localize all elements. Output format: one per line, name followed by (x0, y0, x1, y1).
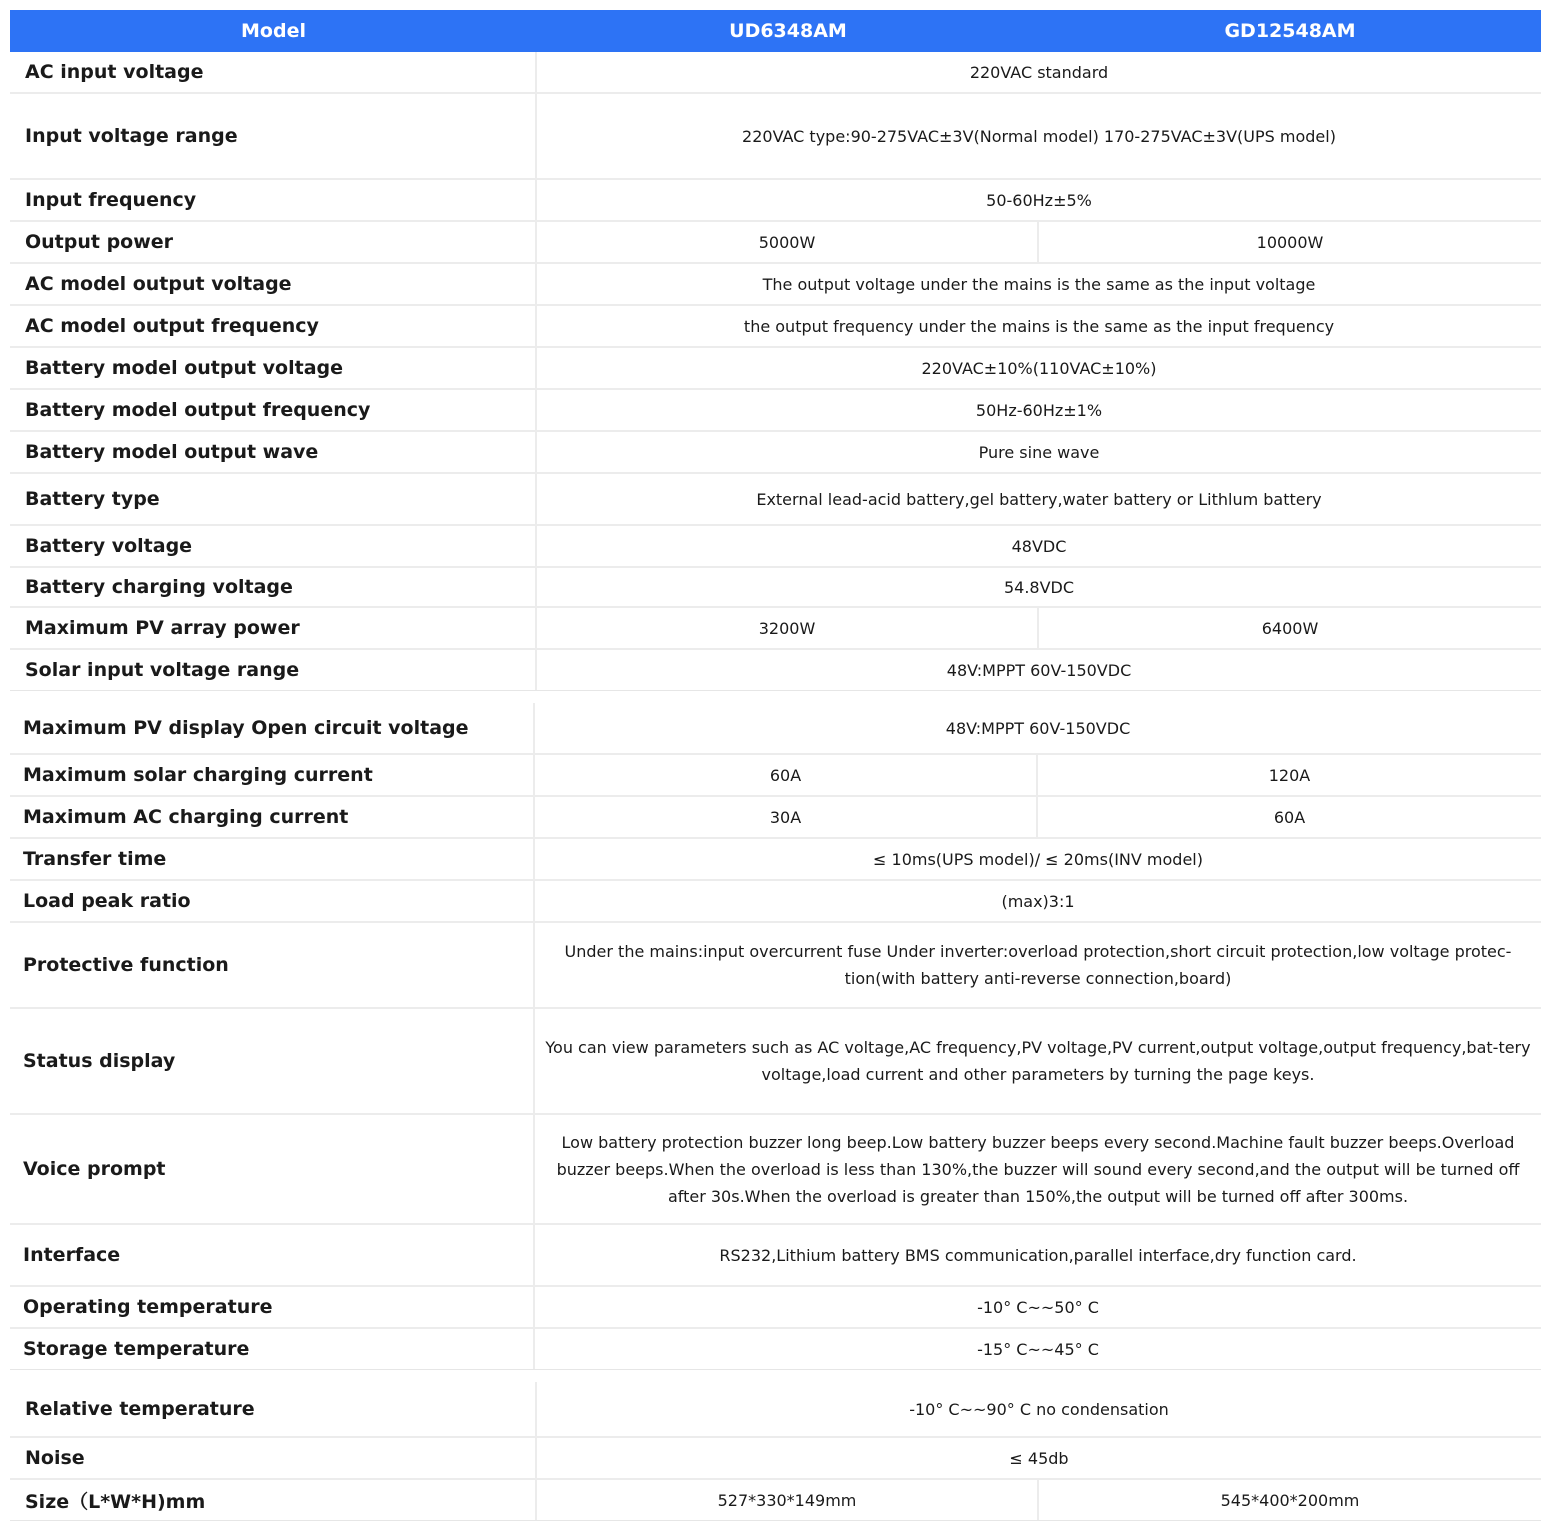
table-row (10, 1382, 1541, 1436)
spec-value-model-b: 6400W (1261, 618, 1319, 638)
header-model-b: GD12548AM (1224, 20, 1356, 42)
spec-label: Battery model output voltage (10, 348, 537, 388)
spec-label: Maximum AC charging current (10, 797, 535, 837)
spec-label: Maximum PV array power (10, 608, 537, 648)
spec-value: 48V:MPPT 60V-150VDC (946, 660, 1132, 680)
split-values (537, 222, 1541, 262)
table-header (10, 10, 1541, 52)
table-row (10, 346, 1541, 388)
spec-value: 220VAC±10%(110VAC±10%) (921, 358, 1157, 378)
spec-label: Battery model output frequency (10, 390, 537, 430)
spec-label: Battery type (10, 474, 537, 524)
spec-label: Interface (10, 1225, 535, 1285)
spec-label: Protective function (10, 923, 535, 1007)
spec-label: Maximum solar charging current (10, 755, 535, 795)
spec-value-model-b: 10000W (1256, 232, 1324, 252)
spec-value-model-a: 30A (535, 797, 1038, 837)
table-row (10, 1436, 1541, 1478)
table-row (10, 92, 1541, 178)
spec-value: External lead-acid battery,gel battery,water battery or Lithlum battery (756, 489, 1322, 509)
table-row (10, 648, 1541, 690)
table-row (10, 52, 1541, 92)
table-row (10, 1285, 1541, 1327)
spec-value: 220VAC type:90-275VAC±3V(Normal model) 170-275VAC±3V(UPS model) (742, 126, 1336, 146)
table-row (10, 430, 1541, 472)
split-values (537, 1480, 1541, 1520)
table-row (10, 524, 1541, 566)
header-model-a: UD6348AM (729, 20, 847, 42)
header-model-label: Model (241, 20, 306, 42)
spec-value: You can view parameters such as AC voltage,AC frequency,PV voltage,PV current,output voltage,output frequency,bat-tery voltage,load current and other parameters by turning the page keys. (545, 1038, 1531, 1084)
table-row (10, 921, 1541, 1007)
spec-value: (max)3:1 (1001, 891, 1075, 911)
table-row (10, 606, 1541, 648)
spec-label: Solar input voltage range (10, 650, 537, 690)
spec-value-model-a: 3200W (537, 608, 1039, 648)
spec-value: Pure sine wave (978, 442, 1100, 462)
spec-value: the output frequency under the mains is the same as the input frequency (743, 316, 1335, 336)
table-row (10, 566, 1541, 606)
spec-value: ≤ 10ms(UPS model)/ ≤ 20ms(INV model) (873, 849, 1203, 869)
spec-value: Low battery protection buzzer long beep.Low battery buzzer beeps every second.Machine fault buzzer beeps.Overload buzzer beeps.When the overload is less than 130%,the buzzer will sound every second,and the output will be turned off after 30s.When the overload is greater than 150%,the output will be turned off after 300ms. (556, 1132, 1520, 1206)
table-row (10, 1223, 1541, 1285)
spec-value: ≤ 45db (1009, 1448, 1069, 1468)
spec-label: Input voltage range (10, 94, 537, 178)
spec-label: Noise (10, 1438, 537, 1478)
spec-label: Output power (10, 222, 537, 262)
spec-value: RS232,Lithium battery BMS communication,parallel interface,dry function card. (719, 1245, 1357, 1265)
split-values (537, 608, 1541, 648)
spec-value: -10° C~~50° C (977, 1297, 1099, 1317)
table-row (10, 837, 1541, 879)
spec-label: Operating temperature (10, 1287, 535, 1327)
spec-value: -10° C~~90° C no condensation (909, 1399, 1169, 1419)
spec-label: AC input voltage (10, 52, 537, 92)
table-row (10, 472, 1541, 524)
table-row (10, 1327, 1541, 1369)
spec-value-model-b: 60A (1273, 807, 1306, 827)
table-row (10, 1007, 1541, 1113)
spec-value-model-a: 5000W (537, 222, 1039, 262)
table-row (10, 1478, 1541, 1520)
spec-value: 54.8VDC (1003, 577, 1075, 597)
spec-block-2 (10, 703, 1541, 1370)
spec-value: -15° C~~45° C (977, 1339, 1099, 1359)
spec-value-model-b: 120A (1268, 765, 1311, 785)
block-gap (10, 691, 1541, 703)
spec-table (10, 10, 1541, 1521)
spec-label: Battery voltage (10, 526, 537, 566)
spec-label: Input frequency (10, 180, 537, 220)
table-row (10, 753, 1541, 795)
table-row (10, 703, 1541, 753)
spec-label: Battery charging voltage (10, 568, 537, 606)
spec-value-model-b: 545*400*200mm (1220, 1490, 1360, 1510)
spec-value: 220VAC standard (969, 62, 1109, 82)
spec-label: AC model output frequency (10, 306, 537, 346)
spec-label: Voice prompt (10, 1115, 535, 1223)
table-row (10, 178, 1541, 220)
spec-label: Battery model output wave (10, 432, 537, 472)
spec-value: 48V:MPPT 60V-150VDC (945, 718, 1131, 738)
spec-label: Storage temperature (10, 1329, 535, 1369)
spec-value: 50-60Hz±5% (986, 190, 1092, 210)
spec-value-model-a: 60A (535, 755, 1038, 795)
spec-label: Relative temperature (10, 1382, 537, 1436)
spec-label: Maximum PV display Open circuit voltage (10, 703, 535, 753)
split-values (535, 755, 1541, 795)
table-row (10, 1113, 1541, 1223)
table-row (10, 262, 1541, 304)
spec-label: Transfer time (10, 839, 535, 879)
spec-label: Load peak ratio (10, 881, 535, 921)
spec-label: AC model output voltage (10, 264, 537, 304)
spec-value: 50Hz-60Hz±1% (975, 400, 1103, 420)
table-row (10, 879, 1541, 921)
table-row (10, 304, 1541, 346)
spec-value: The output voltage under the mains is the same as the input voltage (762, 274, 1316, 294)
spec-label: Size（L*W*H)mm (10, 1480, 537, 1520)
spec-label: Status display (10, 1009, 535, 1113)
spec-value: Under the mains:input overcurrent fuse Under inverter:overload protection,short circuit protection,low voltage protec-tion(with battery anti-reverse connection,board) (564, 942, 1512, 988)
spec-value-model-a: 527*330*149mm (537, 1480, 1039, 1520)
spec-block-1 (10, 52, 1541, 691)
table-row (10, 795, 1541, 837)
spec-value: 48VDC (1011, 536, 1067, 556)
table-row (10, 220, 1541, 262)
block-gap (10, 1370, 1541, 1382)
spec-block-3 (10, 1382, 1541, 1521)
split-values (535, 797, 1541, 837)
table-row (10, 388, 1541, 430)
